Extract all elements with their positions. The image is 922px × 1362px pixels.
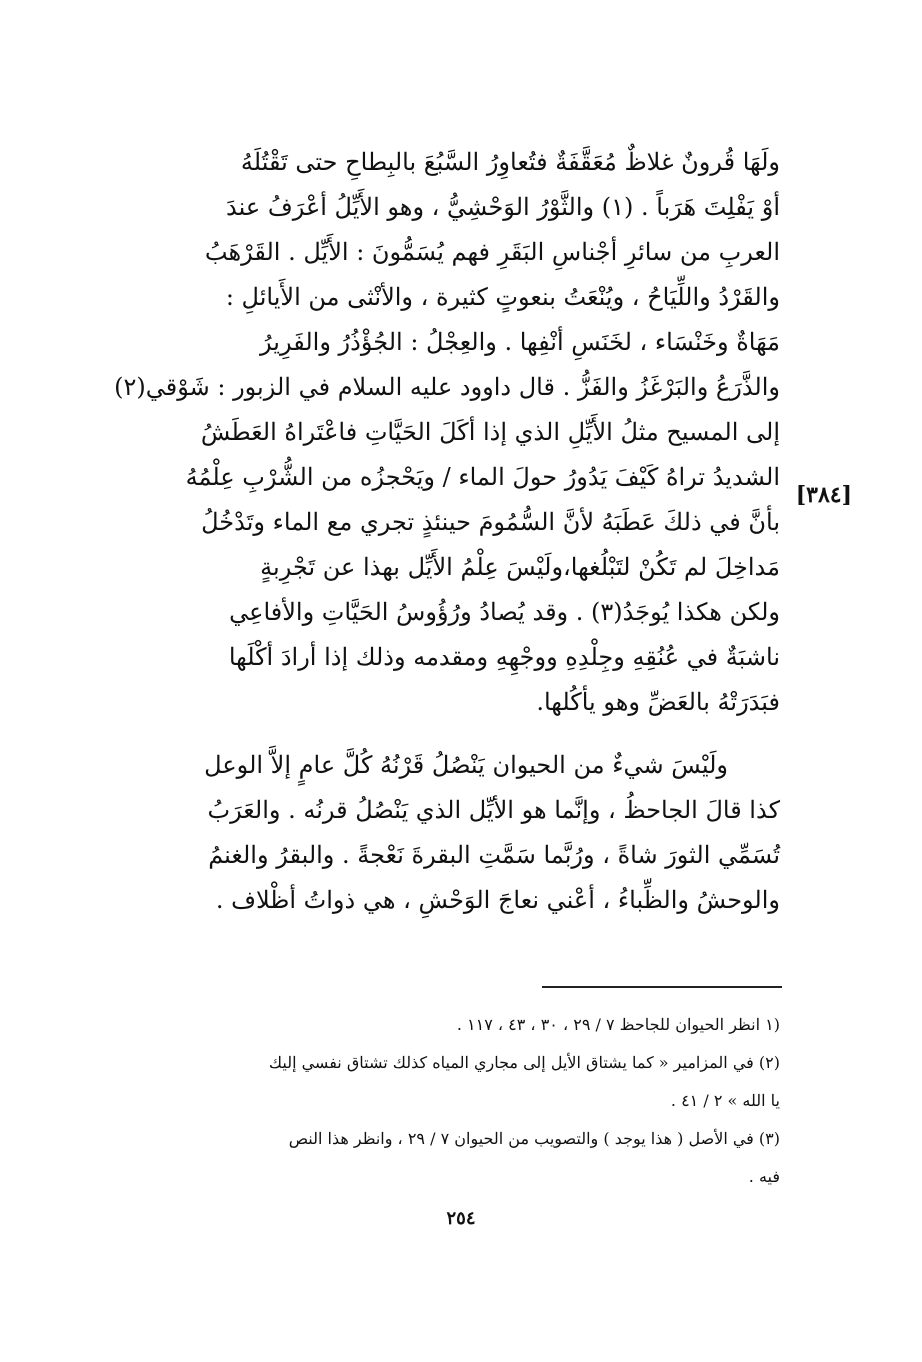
text-line: والذَّرَعُ والبَرْغَزُ والفَزُّ . قال داوود عليه السلام في الزبور : شَوْقي(٢) xyxy=(114,373,780,401)
footnotes xyxy=(150,1006,780,1196)
text-line: والقَرْدُ واللِّيَاحُ ، ويُنْعَتُ بنعوتٍ كثيرة ، والأنْثى من الأَيائلِ : xyxy=(225,283,780,311)
footnote-line: يا الله » ٢ / ٤١ . xyxy=(670,1091,780,1110)
footnote-divider xyxy=(542,986,782,988)
text-line: تُسَمِّي الثورَ شاةً ، ورُبَّما سَمَّتِ البقرةَ نَعْجةً . والبقرُ والغنمُ xyxy=(208,841,780,869)
text-line: ناشبَةٌ في عُنُقِهِ وجِلْدِهِ ووجْهِهِ ومقدمه وذلك إذا أرادَ أكْلَها xyxy=(228,643,780,671)
text-line: مَداخِلَ لم تَكُنْ لتَبْلُغها،ولَيْسَ عِلْمُ الأَيِّل بهذا عن تَجْرِبةٍ xyxy=(260,553,780,581)
text-line: ولَيْسَ شيءٌ من الحيوان يَنْصُلُ قَرْنُهُ كُلَّ عامٍ إلاَّ الوعل xyxy=(204,751,728,779)
text-line: فبَدَرَتْهُ بالعَضِّ وهو يأكُلها. xyxy=(536,688,780,716)
text-line: بأنَّ في ذلكَ عَطَبَهُ لأنَّ السُّمُومَ حينئذٍ تجري مع الماء وتَدْخُلُ xyxy=(201,508,780,536)
margin-page-reference: [٣٨٤] xyxy=(795,482,852,508)
footnote-line: (٣) في الأصل ( هذا يوجد ) والتصويب من الحيوان ٧ / ٢٩ ، وانظر هذا النص xyxy=(288,1129,780,1148)
text-line: كذا قالَ الجاحظُ ، وإنَّما هو الأيِّل الذي يَنْصُلُ قرنُه . والعَرَبُ xyxy=(207,796,780,824)
footnote-line: (٢) في المزامير « كما يشتاق الأيل إلى مجاري المياه كذلك تشتاق نفسي إليك xyxy=(268,1053,780,1072)
text-line: أوْ يَفْلِتَ هَرَباً . (١) والثَّوْرُ الوَحْشِيُّ ، وهو الأَيِّلُ أعْرَفُ عندَ xyxy=(226,193,780,221)
text-line: ولَهَا قُرونٌ غلاظٌ مُعَقَّفَةٌ فتُعاوِرُ السَّبُعَ بالبِطاحِ حتى تَقْتُلَهُ xyxy=(240,148,780,176)
text-line: الشديدُ تراهُ كَيْفَ يَدُورُ حولَ الماء / ويَحْجزُه من الشُّرْبِ عِلْمُهُ xyxy=(185,463,780,491)
text-line: مَهَاةٌ وخَنْسَاء ، لخَنَسِ أنْفِها . والعِجْلُ : الجُؤْذُرُ والفَرِيرُ xyxy=(260,328,780,356)
main-text xyxy=(114,140,780,923)
page-number: ٢٥٤ xyxy=(446,1208,476,1229)
text-line: ولكن هكذا يُوجَدُ(٣) . وقد يُصادُ ورُؤُوسُ الحَيَّاتِ والأفاعِي xyxy=(229,598,780,626)
text-line: إلى المسيح مثلُ الأَيِّلِ الذي إذا أكَلَ الحَيَّاتِ فاعْتَراهُ العَطَشُ xyxy=(200,418,780,446)
text-line: العربِ من سائرِ أجْناسِ البَقَرِ فهم يُسَمُّونَ : الأَيِّل . القَرْهَبُ xyxy=(204,238,780,266)
footnote-line: فيه . xyxy=(748,1167,780,1186)
text-line: والوحشُ والظِّباءُ ، أعْني نعاجَ الوَحْشِ ، هي ذواتُ أظْلاف . xyxy=(215,886,780,914)
footnote-line: (١ انظر الحيوان للجاحظ ٧ / ٢٩ ، ٣٠ ، ٤٣ ، ١١٧ . xyxy=(456,1015,780,1034)
